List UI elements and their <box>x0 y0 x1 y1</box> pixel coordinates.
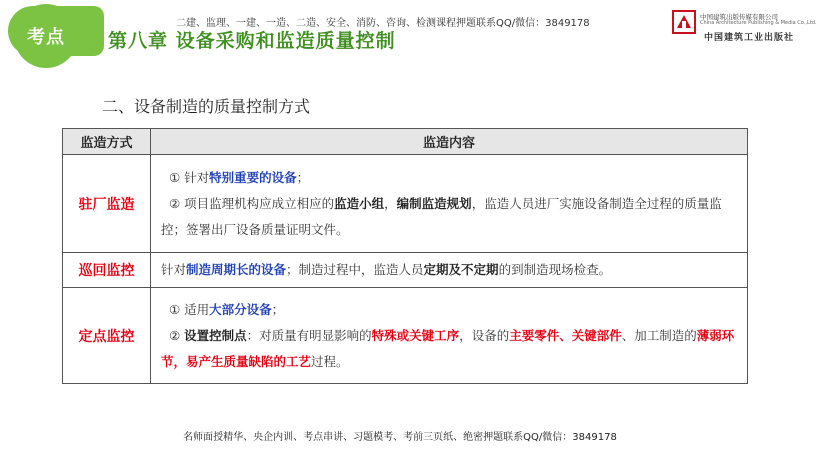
header-content: 监造内容 <box>151 129 748 155</box>
chapter-title: 第八章 设备采购和监造质量控制 <box>108 30 396 52</box>
text: 过程。 <box>311 353 349 369</box>
table-row <box>63 253 748 288</box>
content-line <box>161 323 737 375</box>
content-cell <box>151 253 748 288</box>
text: ；制造过程中，监造人员 <box>286 262 424 277</box>
text: 针对 <box>161 262 187 277</box>
table-row <box>63 288 748 384</box>
bold-text: 监造小组 <box>334 195 385 211</box>
publisher-name: 中国建筑出版传媒有限公司 <box>700 13 778 21</box>
publisher-name-en: China Architecture Publishing & Media Co.,Ltd. <box>700 20 816 26</box>
text: ，监造人员进厂实施设备制造全过程的质量监控；签署出厂设备质量证明文件。 <box>161 195 722 237</box>
badge-label: 考点 <box>27 27 65 48</box>
highlight-text: 特别重要的设备 <box>209 169 297 185</box>
content-line <box>161 191 737 243</box>
content-line <box>161 165 737 191</box>
highlight-text: 制造周期长的设备 <box>186 262 287 277</box>
promo-banner-top: 二建、监理、一建、一造、二造、安全、消防、咨询、检测课程押题联系QQ/微信：3849178 <box>176 18 590 29</box>
promo-banner-bottom: 名师面授精华、央企内训、考点串讲、习题模考、考前三页纸、绝密押题联系QQ/微信：3849178 <box>183 432 617 443</box>
content-cell <box>151 155 748 253</box>
text: 的到制造现场检查。 <box>498 262 612 277</box>
text: ：对质量有明显影响的 <box>246 327 372 343</box>
text: 、加工制造的 <box>621 327 697 343</box>
text: ，设备的 <box>459 327 510 343</box>
text: ； <box>271 301 285 317</box>
section-title: 二、设备制造的质量控制方式 <box>102 97 311 116</box>
content-line <box>161 297 737 323</box>
text: ； <box>296 169 310 185</box>
bold-text: 定期及不定期 <box>423 262 499 277</box>
bold-text: 设置控制点 <box>184 327 247 343</box>
supervision-table <box>62 128 748 384</box>
table-header-row <box>63 129 748 155</box>
text: ① 针对 <box>168 169 210 185</box>
header-method: 监造方式 <box>63 129 151 155</box>
text: ② 项目监理机构应成立相应的 <box>168 195 335 211</box>
text: ② <box>168 327 185 343</box>
method-cell: 驻厂监造 <box>63 155 151 253</box>
highlight-text: 大部分设备 <box>209 301 272 317</box>
header-badge <box>14 4 78 68</box>
publisher-brand: 中国建筑工业出版社 <box>704 33 795 43</box>
table-row <box>63 155 748 253</box>
bold-text: 编制监造规划 <box>396 195 472 211</box>
red-highlight-text: 主要零件、关键部件 <box>509 327 622 343</box>
red-highlight-text: 薄弱环节，易产生质量缺陷的工艺 <box>161 327 735 369</box>
content-cell <box>151 288 748 384</box>
text: ① 适用 <box>168 301 210 317</box>
text: ， <box>384 195 397 211</box>
method-cell: 定点监控 <box>63 288 151 384</box>
method-cell: 巡回监控 <box>63 253 151 288</box>
publisher-logo-icon <box>672 10 696 34</box>
red-highlight-text: 特殊或关键工序 <box>371 327 460 343</box>
